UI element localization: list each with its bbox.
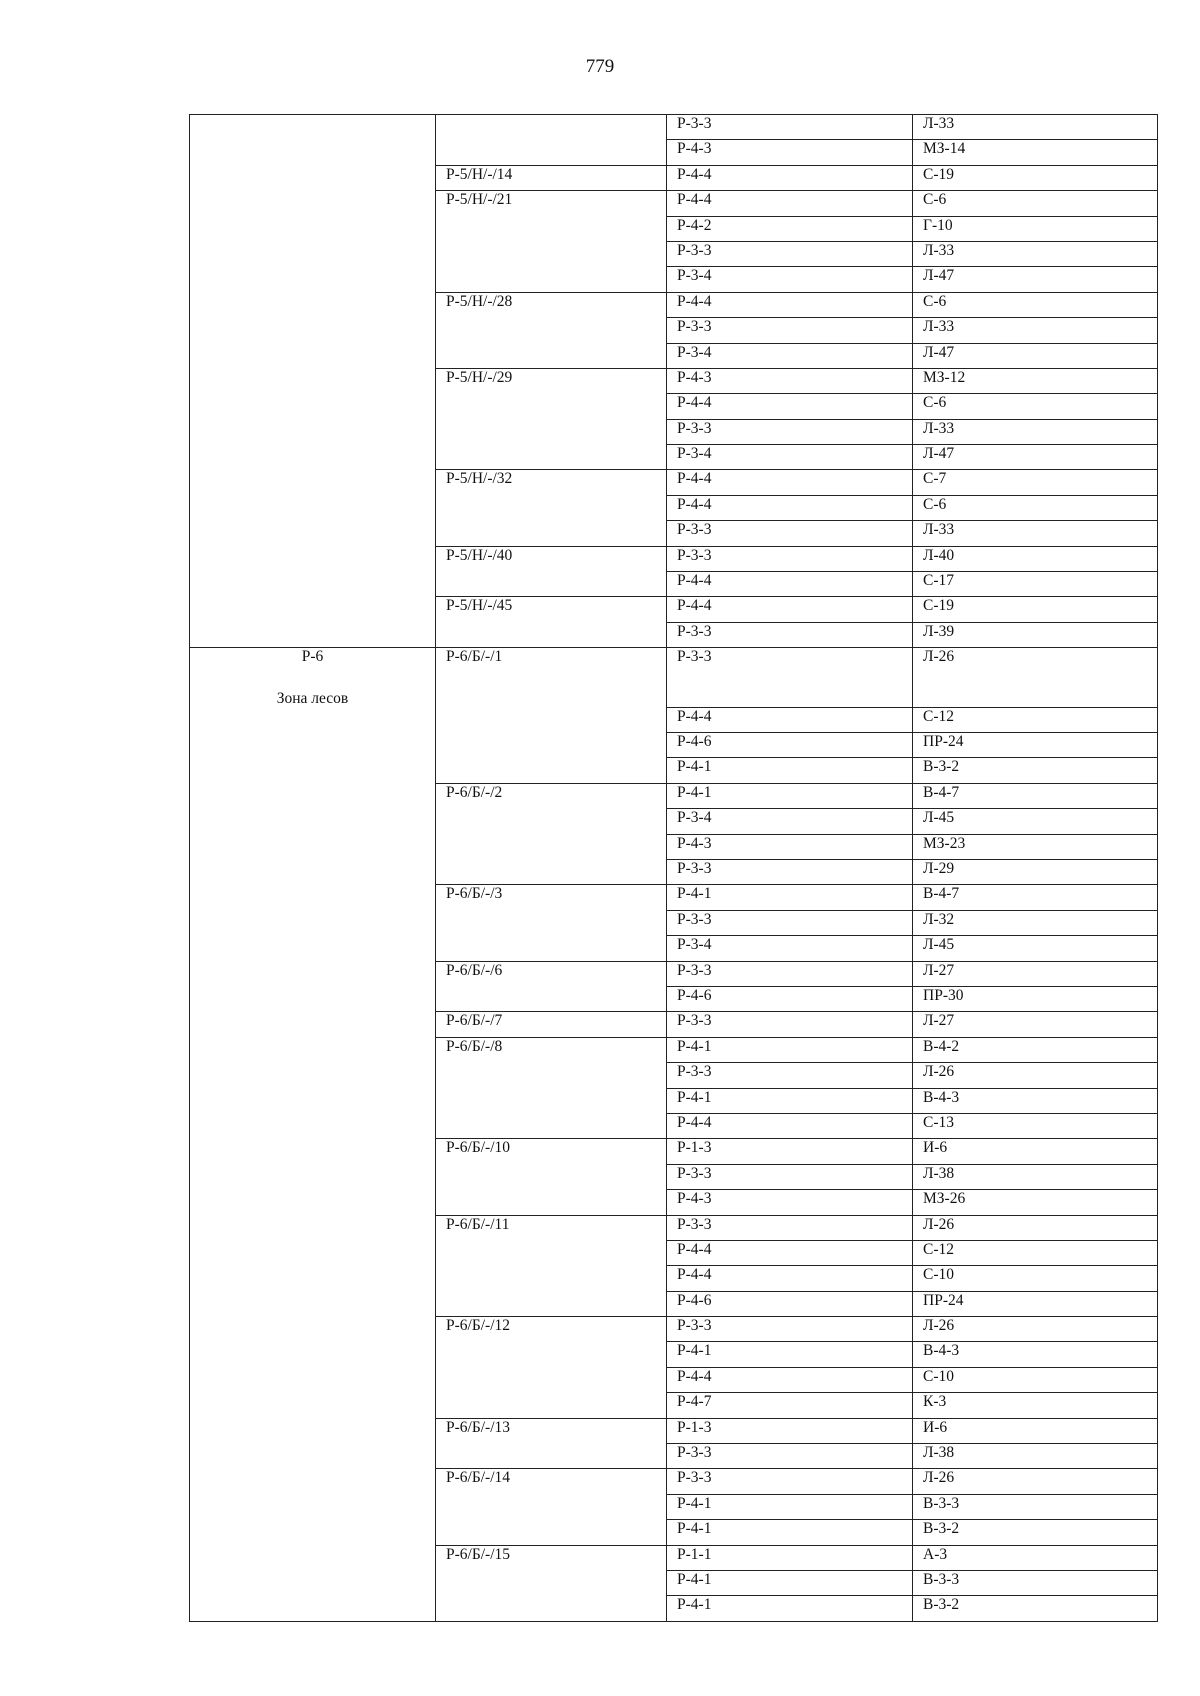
class-code-cell: В-3-2 xyxy=(913,1520,1158,1545)
class-code-cell: И-6 xyxy=(913,1418,1158,1443)
type-code-cell: Р-4-4 xyxy=(667,394,913,419)
zone-cell xyxy=(190,318,436,343)
subzone-code-cell: Р-5/Н/-/29 xyxy=(436,368,667,393)
class-code-cell: Л-39 xyxy=(913,622,1158,647)
table-row xyxy=(190,140,1158,165)
type-code-cell: Р-4-4 xyxy=(667,470,913,495)
zone-cell xyxy=(190,1393,436,1418)
subzone-code-cell xyxy=(436,1063,667,1088)
zone-cell xyxy=(190,860,436,885)
subzone-code-cell: Р-6/Б/-/11 xyxy=(436,1215,667,1240)
type-code-cell: Р-3-4 xyxy=(667,936,913,961)
table-row xyxy=(190,1113,1158,1138)
zone-cell xyxy=(190,267,436,292)
table-row xyxy=(190,445,1158,470)
type-code-cell: Р-4-4 xyxy=(667,1113,913,1138)
zone-cell xyxy=(190,292,436,317)
table-row xyxy=(190,1164,1158,1189)
subzone-code-cell: Р-6/Б/-/13 xyxy=(436,1418,667,1443)
class-code-cell: Л-27 xyxy=(913,961,1158,986)
class-code-cell: В-4-3 xyxy=(913,1088,1158,1113)
type-code-cell: Р-4-4 xyxy=(667,1266,913,1291)
type-code-cell: Р-3-3 xyxy=(667,115,913,140)
table-row xyxy=(190,834,1158,859)
class-code-cell: ПР-24 xyxy=(913,1291,1158,1316)
class-code-cell: Л-27 xyxy=(913,1012,1158,1037)
subzone-code-cell: Р-5/Н/-/45 xyxy=(436,597,667,622)
type-code-cell: Р-4-1 xyxy=(667,1037,913,1062)
type-code-cell: Р-4-4 xyxy=(667,292,913,317)
subzone-code-cell xyxy=(436,1113,667,1138)
table-row xyxy=(190,783,1158,808)
type-code-cell: Р-3-3 xyxy=(667,546,913,571)
type-code-cell: Р-3-3 xyxy=(667,648,913,708)
type-code-cell: Р-3-3 xyxy=(667,521,913,546)
class-code-cell: Л-33 xyxy=(913,419,1158,444)
zone-cell xyxy=(190,1139,436,1164)
type-code-cell: Р-4-1 xyxy=(667,1342,913,1367)
type-code-cell: Р-4-2 xyxy=(667,216,913,241)
class-code-cell: С-10 xyxy=(913,1266,1158,1291)
class-code-cell: С-19 xyxy=(913,165,1158,190)
subzone-code-cell: Р-5/Н/-/21 xyxy=(436,191,667,216)
type-code-cell: Р-3-3 xyxy=(667,1164,913,1189)
table-row xyxy=(190,648,1158,708)
type-code-cell: Р-4-1 xyxy=(667,783,913,808)
class-code-cell: В-3-2 xyxy=(913,758,1158,783)
class-code-cell: Л-26 xyxy=(913,648,1158,708)
subzone-code-cell: Р-6/Б/-/14 xyxy=(436,1469,667,1494)
table-row xyxy=(190,1190,1158,1215)
table-row xyxy=(190,292,1158,317)
zone-cell xyxy=(190,343,436,368)
subzone-code-cell xyxy=(436,834,667,859)
class-code-cell: С-6 xyxy=(913,394,1158,419)
zoning-table xyxy=(189,114,1158,1622)
table-row xyxy=(190,394,1158,419)
subzone-code-cell: Р-6/Б/-/2 xyxy=(436,783,667,808)
class-code-cell: ПР-30 xyxy=(913,987,1158,1012)
subzone-code-cell xyxy=(436,140,667,165)
table-row xyxy=(190,860,1158,885)
zone-cell xyxy=(190,733,436,758)
subzone-code-cell xyxy=(436,707,667,732)
zone-cell xyxy=(190,521,436,546)
type-code-cell: Р-3-3 xyxy=(667,318,913,343)
subzone-code-cell xyxy=(436,622,667,647)
table-row xyxy=(190,368,1158,393)
zone-cell xyxy=(190,1164,436,1189)
subzone-code-cell xyxy=(436,394,667,419)
zone-cell xyxy=(190,470,436,495)
class-code-cell: С-6 xyxy=(913,191,1158,216)
table-row xyxy=(190,419,1158,444)
subzone-code-cell: Р-5/Н/-/32 xyxy=(436,470,667,495)
class-code-cell: Л-26 xyxy=(913,1063,1158,1088)
table-row xyxy=(190,546,1158,571)
table-row xyxy=(190,1570,1158,1595)
table-row xyxy=(190,1393,1158,1418)
type-code-cell: Р-4-6 xyxy=(667,987,913,1012)
table-row xyxy=(190,1291,1158,1316)
zone-cell xyxy=(190,1494,436,1519)
zone-cell xyxy=(190,1240,436,1265)
class-code-cell: С-17 xyxy=(913,572,1158,597)
table-row xyxy=(190,241,1158,266)
zone-cell xyxy=(190,241,436,266)
type-code-cell: Р-3-3 xyxy=(667,1444,913,1469)
class-code-cell: Л-38 xyxy=(913,1444,1158,1469)
zone-cell xyxy=(190,1037,436,1062)
type-code-cell: Р-3-3 xyxy=(667,1215,913,1240)
class-code-cell: Л-26 xyxy=(913,1469,1158,1494)
table-row xyxy=(190,1266,1158,1291)
class-code-cell: В-3-3 xyxy=(913,1494,1158,1519)
class-code-cell: С-6 xyxy=(913,292,1158,317)
table-row xyxy=(190,521,1158,546)
table-row xyxy=(190,115,1158,140)
subzone-code-cell xyxy=(436,419,667,444)
type-code-cell: Р-4-3 xyxy=(667,140,913,165)
type-code-cell: Р-4-1 xyxy=(667,1570,913,1595)
table-row xyxy=(190,597,1158,622)
table-row xyxy=(190,1215,1158,1240)
class-code-cell: С-12 xyxy=(913,707,1158,732)
subzone-code-cell: Р-6/Б/-/1 xyxy=(436,648,667,708)
subzone-code-cell xyxy=(436,572,667,597)
subzone-code-cell xyxy=(436,1266,667,1291)
zone-cell xyxy=(190,809,436,834)
class-code-cell: В-3-3 xyxy=(913,1570,1158,1595)
zone-cell xyxy=(190,1545,436,1570)
table-row xyxy=(190,1012,1158,1037)
class-code-cell: Л-33 xyxy=(913,318,1158,343)
table-row xyxy=(190,470,1158,495)
class-code-cell: Л-45 xyxy=(913,936,1158,961)
subzone-code-cell xyxy=(436,1291,667,1316)
type-code-cell: Р-3-3 xyxy=(667,961,913,986)
zone-cell xyxy=(190,419,436,444)
table-row xyxy=(190,1139,1158,1164)
class-code-cell: А-3 xyxy=(913,1545,1158,1570)
subzone-code-cell xyxy=(436,1444,667,1469)
class-code-cell: ПР-24 xyxy=(913,733,1158,758)
subzone-code-cell: Р-6/Б/-/10 xyxy=(436,1139,667,1164)
class-code-cell: С-12 xyxy=(913,1240,1158,1265)
type-code-cell: Р-3-3 xyxy=(667,1063,913,1088)
type-code-cell: Р-3-3 xyxy=(667,241,913,266)
subzone-code-cell xyxy=(436,115,667,140)
class-code-cell: Л-29 xyxy=(913,860,1158,885)
table-row xyxy=(190,987,1158,1012)
table-row xyxy=(190,1418,1158,1443)
subzone-code-cell xyxy=(436,733,667,758)
class-code-cell: МЗ-26 xyxy=(913,1190,1158,1215)
table-row xyxy=(190,1342,1158,1367)
type-code-cell: Р-3-3 xyxy=(667,622,913,647)
table-row xyxy=(190,910,1158,935)
zone-cell xyxy=(190,1444,436,1469)
table-row xyxy=(190,191,1158,216)
class-code-cell: С-7 xyxy=(913,470,1158,495)
zone-cell xyxy=(190,961,436,986)
class-code-cell: МЗ-14 xyxy=(913,140,1158,165)
class-code-cell: В-4-3 xyxy=(913,1342,1158,1367)
class-code-cell: С-13 xyxy=(913,1113,1158,1138)
table-row xyxy=(190,1367,1158,1392)
zone-cell xyxy=(190,1418,436,1443)
class-code-cell: Л-47 xyxy=(913,343,1158,368)
subzone-code-cell xyxy=(436,1190,667,1215)
subzone-code-cell xyxy=(436,318,667,343)
subzone-code-cell xyxy=(436,1342,667,1367)
class-code-cell: Л-32 xyxy=(913,910,1158,935)
table-row xyxy=(190,1520,1158,1545)
zone-cell xyxy=(190,394,436,419)
subzone-code-cell xyxy=(436,495,667,520)
subzone-code-cell xyxy=(436,267,667,292)
class-code-cell: МЗ-23 xyxy=(913,834,1158,859)
table-row xyxy=(190,1088,1158,1113)
class-code-cell: Л-47 xyxy=(913,267,1158,292)
class-code-cell: Л-47 xyxy=(913,445,1158,470)
subzone-code-cell xyxy=(436,860,667,885)
zone-cell xyxy=(190,707,436,732)
zone-cell xyxy=(190,1215,436,1240)
type-code-cell: Р-4-3 xyxy=(667,368,913,393)
class-code-cell: С-6 xyxy=(913,495,1158,520)
subzone-code-cell xyxy=(436,1570,667,1595)
table-row xyxy=(190,885,1158,910)
zone-cell xyxy=(190,165,436,190)
table-row xyxy=(190,572,1158,597)
subzone-code-cell xyxy=(436,241,667,266)
type-code-cell: Р-4-1 xyxy=(667,1596,913,1621)
type-code-cell: Р-4-4 xyxy=(667,707,913,732)
class-code-cell: Л-40 xyxy=(913,546,1158,571)
type-code-cell: Р-1-3 xyxy=(667,1139,913,1164)
subzone-code-cell xyxy=(436,343,667,368)
class-code-cell: В-4-7 xyxy=(913,783,1158,808)
type-code-cell: Р-4-4 xyxy=(667,1240,913,1265)
table-row xyxy=(190,1469,1158,1494)
table-row xyxy=(190,1037,1158,1062)
subzone-code-cell xyxy=(436,758,667,783)
zone-cell xyxy=(190,191,436,216)
table-row xyxy=(190,936,1158,961)
page-number: 779 xyxy=(585,56,615,77)
subzone-code-cell xyxy=(436,216,667,241)
table-row xyxy=(190,1596,1158,1621)
zone-cell xyxy=(190,115,436,140)
table-row xyxy=(190,1545,1158,1570)
type-code-cell: Р-4-4 xyxy=(667,1367,913,1392)
class-code-cell: Л-45 xyxy=(913,809,1158,834)
class-code-cell: Л-26 xyxy=(913,1215,1158,1240)
zone-cell xyxy=(190,216,436,241)
type-code-cell: Р-4-7 xyxy=(667,1393,913,1418)
class-code-cell: В-3-2 xyxy=(913,1596,1158,1621)
subzone-code-cell xyxy=(436,1494,667,1519)
table-row xyxy=(190,165,1158,190)
subzone-code-cell: Р-6/Б/-/6 xyxy=(436,961,667,986)
zone-cell xyxy=(190,1266,436,1291)
subzone-code-cell xyxy=(436,987,667,1012)
type-code-cell: Р-4-3 xyxy=(667,1190,913,1215)
zone-cell xyxy=(190,1367,436,1392)
zone-cell xyxy=(190,1088,436,1113)
table-row xyxy=(190,216,1158,241)
type-code-cell: Р-4-3 xyxy=(667,834,913,859)
table-row xyxy=(190,758,1158,783)
zone-cell xyxy=(190,1342,436,1367)
zone-cell xyxy=(190,140,436,165)
zone-cell xyxy=(190,758,436,783)
zone-cell xyxy=(190,622,436,647)
zone-cell xyxy=(190,1317,436,1342)
table-row xyxy=(190,267,1158,292)
table-row xyxy=(190,1317,1158,1342)
table-row xyxy=(190,707,1158,732)
subzone-code-cell xyxy=(436,521,667,546)
type-code-cell: Р-4-4 xyxy=(667,191,913,216)
table-row xyxy=(190,733,1158,758)
zone-cell xyxy=(190,1596,436,1621)
class-code-cell: С-19 xyxy=(913,597,1158,622)
type-code-cell: Р-3-3 xyxy=(667,910,913,935)
subzone-code-cell xyxy=(436,445,667,470)
table-row xyxy=(190,343,1158,368)
subzone-code-cell xyxy=(436,1240,667,1265)
type-code-cell: Р-4-1 xyxy=(667,758,913,783)
subzone-code-cell xyxy=(436,1596,667,1621)
subzone-code-cell xyxy=(436,809,667,834)
zone-cell xyxy=(190,495,436,520)
type-code-cell: Р-4-1 xyxy=(667,1520,913,1545)
class-code-cell: В-4-7 xyxy=(913,885,1158,910)
subzone-code-cell: Р-6/Б/-/3 xyxy=(436,885,667,910)
class-code-cell: Л-38 xyxy=(913,1164,1158,1189)
class-code-cell: МЗ-12 xyxy=(913,368,1158,393)
type-code-cell: Р-4-1 xyxy=(667,885,913,910)
zone-cell xyxy=(190,1063,436,1088)
subzone-code-cell: Р-5/Н/-/28 xyxy=(436,292,667,317)
zone-cell xyxy=(190,987,436,1012)
zone-cell xyxy=(190,783,436,808)
type-code-cell: Р-3-3 xyxy=(667,1317,913,1342)
zone-cell xyxy=(190,1012,436,1037)
type-code-cell: Р-1-3 xyxy=(667,1418,913,1443)
type-code-cell: Р-4-4 xyxy=(667,495,913,520)
subzone-code-cell xyxy=(436,1088,667,1113)
zone-cell xyxy=(190,834,436,859)
type-code-cell: Р-3-3 xyxy=(667,860,913,885)
type-code-cell: Р-3-4 xyxy=(667,267,913,292)
zone-cell xyxy=(190,885,436,910)
type-code-cell: Р-4-1 xyxy=(667,1088,913,1113)
zone-cell xyxy=(190,648,436,708)
type-code-cell: Р-4-4 xyxy=(667,165,913,190)
subzone-code-cell xyxy=(436,936,667,961)
zone-code: Р-6 xyxy=(301,648,324,666)
zone-cell xyxy=(190,1291,436,1316)
zone-cell xyxy=(190,368,436,393)
zone-cell xyxy=(190,546,436,571)
subzone-code-cell: Р-6/Б/-/8 xyxy=(436,1037,667,1062)
zone-cell xyxy=(190,1469,436,1494)
class-code-cell: С-10 xyxy=(913,1367,1158,1392)
class-code-cell: И-6 xyxy=(913,1139,1158,1164)
zone-cell xyxy=(190,572,436,597)
type-code-cell: Р-3-4 xyxy=(667,343,913,368)
table-row xyxy=(190,622,1158,647)
table-row xyxy=(190,495,1158,520)
zone-cell xyxy=(190,936,436,961)
type-code-cell: Р-4-4 xyxy=(667,597,913,622)
subzone-code-cell: Р-6/Б/-/12 xyxy=(436,1317,667,1342)
zone-cell xyxy=(190,1520,436,1545)
table-row xyxy=(190,1444,1158,1469)
type-code-cell: Р-4-4 xyxy=(667,572,913,597)
table-row xyxy=(190,318,1158,343)
subzone-code-cell: Р-6/Б/-/7 xyxy=(436,1012,667,1037)
zone-cell xyxy=(190,445,436,470)
type-code-cell: Р-4-1 xyxy=(667,1494,913,1519)
class-code-cell: Л-33 xyxy=(913,115,1158,140)
class-code-cell: Л-33 xyxy=(913,521,1158,546)
subzone-code-cell xyxy=(436,910,667,935)
zone-cell xyxy=(190,597,436,622)
table-body xyxy=(190,115,1158,1622)
zone-cell xyxy=(190,1570,436,1595)
class-code-cell: К-3 xyxy=(913,1393,1158,1418)
subzone-code-cell xyxy=(436,1164,667,1189)
table-row xyxy=(190,809,1158,834)
subzone-code-cell xyxy=(436,1393,667,1418)
type-code-cell: Р-3-4 xyxy=(667,809,913,834)
zone-name: Зона лесов xyxy=(276,690,349,708)
zone-cell xyxy=(190,910,436,935)
class-code-cell: В-4-2 xyxy=(913,1037,1158,1062)
subzone-code-cell: Р-5/Н/-/40 xyxy=(436,546,667,571)
type-code-cell: Р-3-3 xyxy=(667,1012,913,1037)
table-row xyxy=(190,961,1158,986)
type-code-cell: Р-3-3 xyxy=(667,419,913,444)
table-row xyxy=(190,1240,1158,1265)
type-code-cell: Р-3-4 xyxy=(667,445,913,470)
zone-cell xyxy=(190,1190,436,1215)
table-row xyxy=(190,1063,1158,1088)
type-code-cell: Р-4-6 xyxy=(667,1291,913,1316)
type-code-cell: Р-1-1 xyxy=(667,1545,913,1570)
subzone-code-cell: Р-5/Н/-/14 xyxy=(436,165,667,190)
table-row xyxy=(190,1494,1158,1519)
type-code-cell: Р-3-3 xyxy=(667,1469,913,1494)
subzone-code-cell: Р-6/Б/-/15 xyxy=(436,1545,667,1570)
class-code-cell: Л-26 xyxy=(913,1317,1158,1342)
subzone-code-cell xyxy=(436,1520,667,1545)
type-code-cell: Р-4-6 xyxy=(667,733,913,758)
class-code-cell: Л-33 xyxy=(913,241,1158,266)
class-code-cell: Г-10 xyxy=(913,216,1158,241)
subzone-code-cell xyxy=(436,1367,667,1392)
zone-cell xyxy=(190,1113,436,1138)
